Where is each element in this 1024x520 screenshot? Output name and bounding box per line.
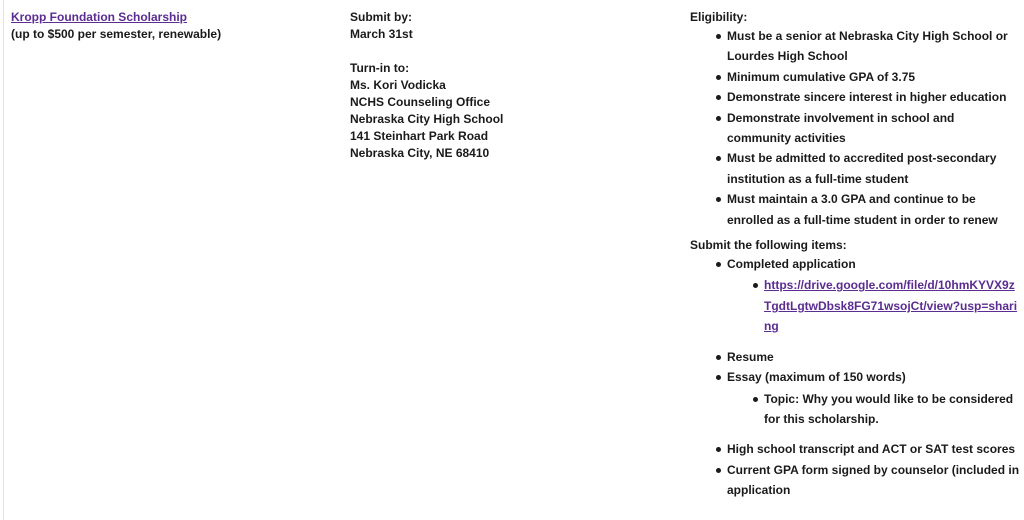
resume-item: Resume	[727, 347, 1020, 367]
application-link[interactable]: https://drive.google.com/file/d/10hmKYVX9zTgdtLgtwDbsk8FG71wsojCt/view?usp=sharing	[764, 278, 1018, 334]
eligibility-list	[690, 26, 1020, 230]
gpa-form-item: Current GPA form signed by counselor (included in application	[727, 460, 1020, 501]
essay-sublist	[727, 389, 1020, 430]
address-line: NCHS Counseling Office	[350, 95, 491, 109]
list-item	[727, 367, 1020, 429]
essay-label: Essay (maximum of 150 words)	[727, 370, 906, 385]
eligibility-item: Must be admitted to accredited post-secondary institution as a full-time student	[727, 148, 1020, 189]
submit-items-list	[690, 254, 1020, 500]
application-label: Completed application	[727, 257, 856, 272]
address-line: Nebraska City High School	[350, 112, 504, 126]
eligibility-item: Demonstrate involvement in school and community activities	[727, 108, 1020, 149]
submission-cell	[350, 9, 670, 162]
eligibility-item: Must maintain a 3.0 GPA and continue to be enrolled as a full-time student in order to renew	[727, 189, 1020, 230]
address-line: Nebraska City, NE 68410	[350, 146, 490, 160]
turn-in-label: Turn-in to:	[350, 61, 410, 75]
submit-by-label: Submit by:	[350, 10, 412, 24]
submit-by-date: March 31st	[350, 27, 413, 41]
scholarship-name-link[interactable]: Kropp Foundation Scholarship	[11, 10, 187, 24]
transcript-item: High school transcript and ACT or SAT test scores	[727, 439, 1020, 459]
scholarship-amount: (up to $500 per semester, renewable)	[11, 27, 222, 41]
eligibility-item: Must be a senior at Nebraska City High School or Lourdes High School	[727, 26, 1020, 67]
submit-items-label: Submit the following items:	[690, 238, 847, 253]
eligibility-item: Demonstrate sincere interest in higher education	[727, 87, 1020, 107]
list-item	[727, 254, 1020, 337]
scholarship-table-row	[3, 0, 1024, 520]
application-sublist	[727, 275, 1020, 336]
requirements-cell	[690, 9, 1020, 501]
scholarship-name-cell	[11, 9, 331, 43]
address-line: 141 Steinhart Park Road	[350, 129, 489, 143]
list-item	[764, 275, 1020, 336]
eligibility-item: Minimum cumulative GPA of 3.75	[727, 67, 1020, 87]
address-line: Ms. Kori Vodicka	[350, 78, 446, 92]
eligibility-label: Eligibility:	[690, 10, 748, 24]
essay-topic: Topic: Why you would like to be considered for this scholarship.	[764, 389, 1020, 430]
